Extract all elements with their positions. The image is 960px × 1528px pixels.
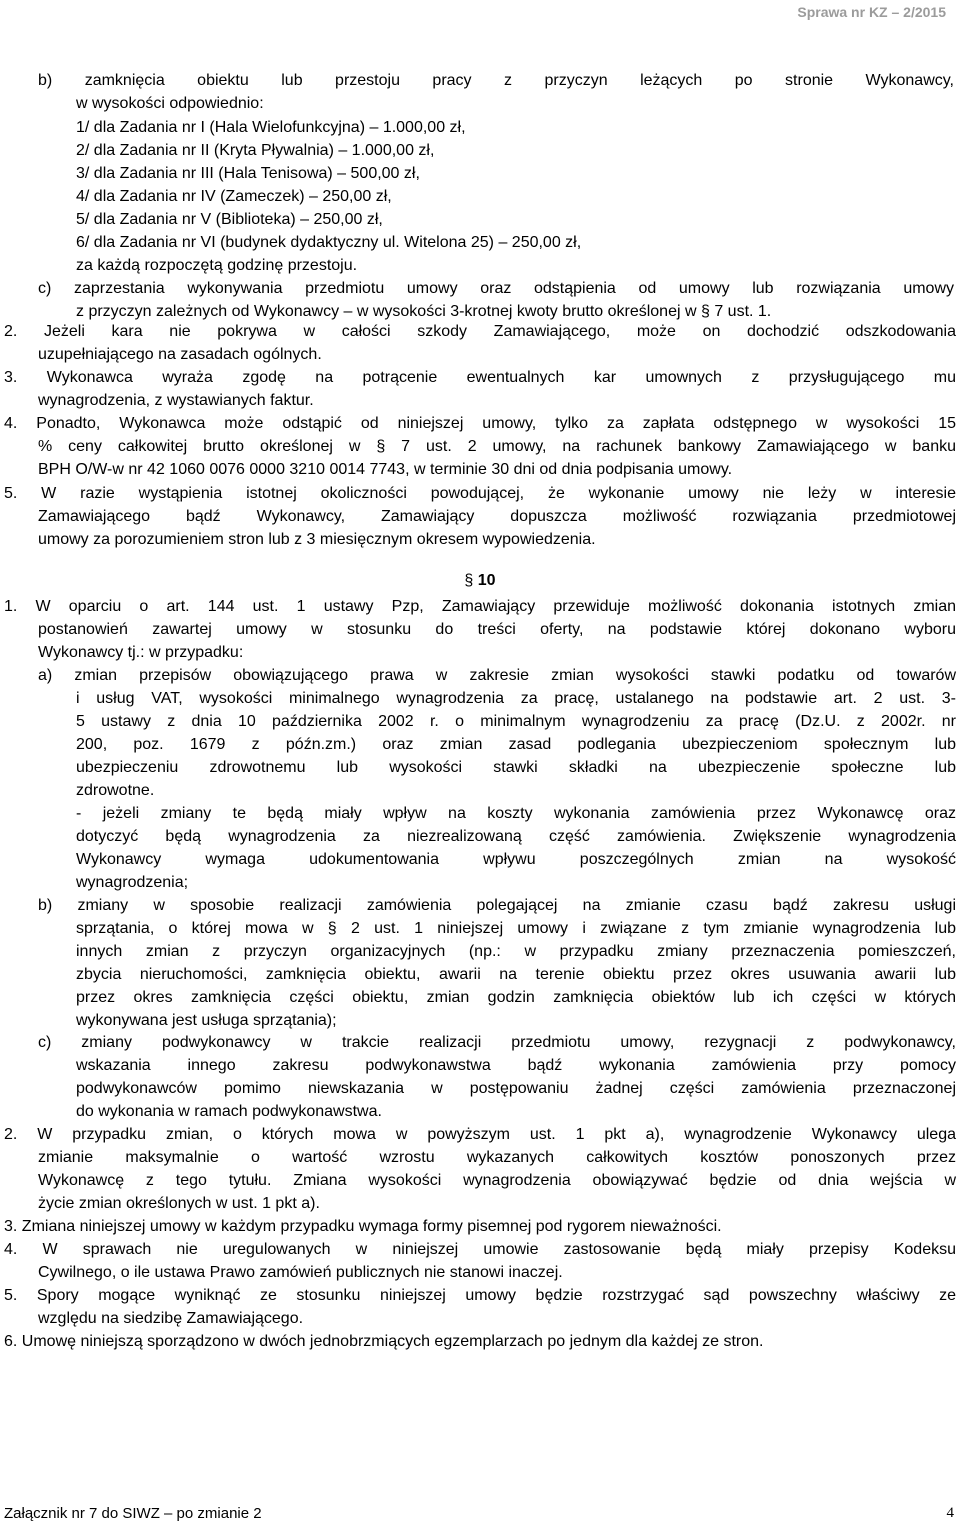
text-line: 2. W przypadku zmian, o których mowa w powyższym ust. 1 pkt a), wynagrodzenie Wykonawcy ulega: [4, 1126, 956, 1143]
text-line: 3. Zmiana niniejszej umowy w każdym przypadku wymaga formy pisemnej pod rygorem nieważności.: [4, 1218, 722, 1235]
text-line: BPH O/W-w nr 42 1060 0076 0000 3210 0014 7743, w terminie 30 dni od dnia podpisania umowy.: [38, 461, 733, 478]
text-line: b) zmiany w sposobie realizacji zamówienia polegającej na zmianie czasu bądź zakresu usługi: [38, 897, 956, 914]
text-line: dotyczyć będą wynagrodzenia za niezrealizowaną część zamówienia. Zwiększenie wynagrodzenia: [76, 828, 956, 845]
page-number: 4: [946, 1505, 954, 1521]
text-line: - jeżeli zmiany te będą miały wpływ na koszty wykonania zamówienia przez Wykonawcę oraz: [76, 805, 956, 822]
text-line: Zamawiającego bądź Wykonawcy, Zamawiający dopuszcza możliwość rozwiązania przedmiotowej: [38, 508, 956, 525]
text-line: c) zaprzestania wykonywania przedmiotu umowy oraz odstąpienia od umowy lub rozwiązania umowy: [38, 280, 954, 297]
text-line: umowy za porozumieniem stron lub z 3 miesięcznym okresem wypowiedzenia.: [38, 531, 596, 548]
text-line: ubezpieczeniu zdrowotnemu lub wysokości stawki składki na ubezpieczenie społeczne lub: [76, 759, 956, 776]
text-line: c) zmiany podwykonawcy w trakcie realizacji przedmiotu umowy, rezygnacji z podwykonawcy,: [38, 1034, 956, 1051]
text-line: względu na siedzibę Zamawiającego.: [38, 1310, 304, 1327]
text-line: 6. Umowę niniejszą sporządzono w dwóch jednobrzmiących egzemplarzach po jednym dla każdej ze stron.: [4, 1333, 764, 1350]
section-sign: §: [464, 572, 474, 589]
text-line: 4. W sprawach nie uregulowanych w niniejszej umowie zastosowanie będą miały przepisy Kodeksu: [4, 1241, 956, 1258]
text-line: postanowień zawartej umowy w stosunku do treści oferty, na podstawie której dokonano wyboru: [38, 621, 956, 638]
text-line: 2/ dla Zadania nr II (Kryta Pływalnia) – 1.000,00 zł,: [76, 142, 435, 159]
section-heading: [0, 572, 960, 590]
text-line: i usług VAT, wysokości minimalnego wynagrodzenia za pracę, ustalanego na podstawie art. 2 ust. 3-: [76, 690, 956, 707]
text-line: 5. Spory mogące wyniknąć ze stosunku niniejszej umowy będzie rozstrzygać sąd powszechny właściwy ze: [4, 1287, 956, 1304]
text-line: 3/ dla Zadania nr III (Hala Tenisowa) – 500,00 zł,: [76, 165, 420, 182]
text-line: życie zmian określonych w ust. 1 pkt a).: [38, 1195, 320, 1212]
text-line: z przyczyn zależnych od Wykonawcy – w wysokości 3-krotnej kwoty brutto określonej w § 7 ust. 1.: [76, 303, 772, 320]
text-line: 6/ dla Zadania nr VI (budynek dydaktyczny ul. Witelona 25) – 250,00 zł,: [76, 234, 582, 251]
text-line: w wysokości odpowiednio:: [76, 95, 264, 112]
text-line: wykonywana jest usługa sprzątania);: [76, 1012, 337, 1029]
text-line: 4. Ponadto, Wykonawca może odstąpić od niniejszej umowy, tylko za zapłata odstępnego w wysokości 15: [4, 415, 956, 432]
text-line: innych zmian z przyczyn organizacyjnych (np.: w przypadku zmiany przeznaczenia pomieszczeń,: [76, 943, 956, 960]
text-line: 5. W razie wystąpienia istotnej okoliczności powodującej, że wykonanie umowy nie leży w interesie: [4, 485, 956, 502]
text-line: a) zmian przepisów obowiązującego prawa w zakresie zmian wysokości stawki podatku od towarów: [38, 667, 956, 684]
text-line: sprzątania, o której mowa w § 2 ust. 1 niniejszej umowy i związane z tym zmianie wynagrodzenia lub: [76, 920, 956, 937]
text-line: uzupełniającego na zasadach ogólnych.: [38, 346, 322, 363]
section-number: 10: [477, 572, 496, 589]
text-line: 3. Wykonawca wyraża zgodę na potrącenie ewentualnych kar umownych z przysługującego mu: [4, 369, 956, 386]
text-line: zdrowotne.: [76, 782, 155, 799]
text-line: 1. W oparciu o art. 144 ust. 1 ustawy Pzp, Zamawiający przewiduje możliwość dokonania istotnych zmian: [4, 598, 956, 615]
text-line: 200, poz. 1679 z późn.zm.) oraz zmian zasad podlegania ubezpieczeniom społecznym lub: [76, 736, 956, 753]
text-line: 5/ dla Zadania nr V (Biblioteka) – 250,00 zł,: [76, 211, 383, 228]
text-line: Cywilnego, o ile ustawa Prawo zamówień publicznych nie stanowi inaczej.: [38, 1264, 563, 1281]
text-line: podwykonawców pomimo niewskazania w postępowaniu żadnej części zamówienia przeznaczonej: [76, 1080, 956, 1097]
text-line: przez okres zamknięcia części obiektu, zmian godzin zamknięcia obiektów lub ich części w których: [76, 989, 956, 1006]
text-line: wynagrodzenia;: [76, 874, 189, 891]
text-line: wynagrodzenia, z wystawianych faktur.: [38, 392, 314, 409]
text-line: zbycia nieruchomości, zamknięcia obiektu, awarii na terenie obiektu przez okres usuwania awarii lub: [76, 966, 956, 983]
text-line: za każdą rozpoczętą godzinę przestoju.: [76, 257, 358, 274]
text-line: 4/ dla Zadania nr IV (Zameczek) – 250,00 zł,: [76, 188, 392, 205]
footer-attachment-label: Załącznik nr 7 do SIWZ – po zmianie 2: [4, 1505, 262, 1522]
text-line: % ceny całkowitej brutto określonej w § 7 ust. 2 umowy, na rachunek bankowy Zamawiającego w banku: [38, 438, 956, 455]
text-line: Wykonawcy wymaga udokumentowania wpływu poszczególnych zmian na wysokość: [76, 851, 956, 868]
text-line: Wykonawcę z tego tytułu. Zmiana wysokości wynagrodzenia obowiązywać będzie od dnia wejścia w: [38, 1172, 956, 1189]
text-line: do wykonania w ramach podwykonawstwa.: [76, 1103, 382, 1120]
text-line: 5 ustawy z dnia 10 października 2002 r. o minimalnym wynagrodzeniu za pracę (Dz.U. z 2002r. nr: [76, 713, 956, 730]
text-line: 1/ dla Zadania nr I (Hala Wielofunkcyjna) – 1.000,00 zł,: [76, 119, 466, 136]
text-line: 2. Jeżeli kara nie pokrywa w całości szkody Zamawiającego, może on dochodzić odszkodowania: [4, 323, 956, 340]
text-line: b) zamknięcia obiektu lub przestoju pracy z przyczyn leżących po stronie Wykonawcy,: [38, 72, 954, 89]
text-line: Wykonawcy tj.: w przypadku:: [38, 644, 244, 661]
text-line: zmianie maksymalnie o wartość wzrostu wykazanych całkowitych kosztów ponoszonych przez: [38, 1149, 956, 1166]
document-header: Sprawa nr KZ – 2/2015: [797, 4, 946, 20]
text-line: wskazania innego zakresu podwykonawstwa bądź wykonania zamówienia przy pomocy: [76, 1057, 956, 1074]
